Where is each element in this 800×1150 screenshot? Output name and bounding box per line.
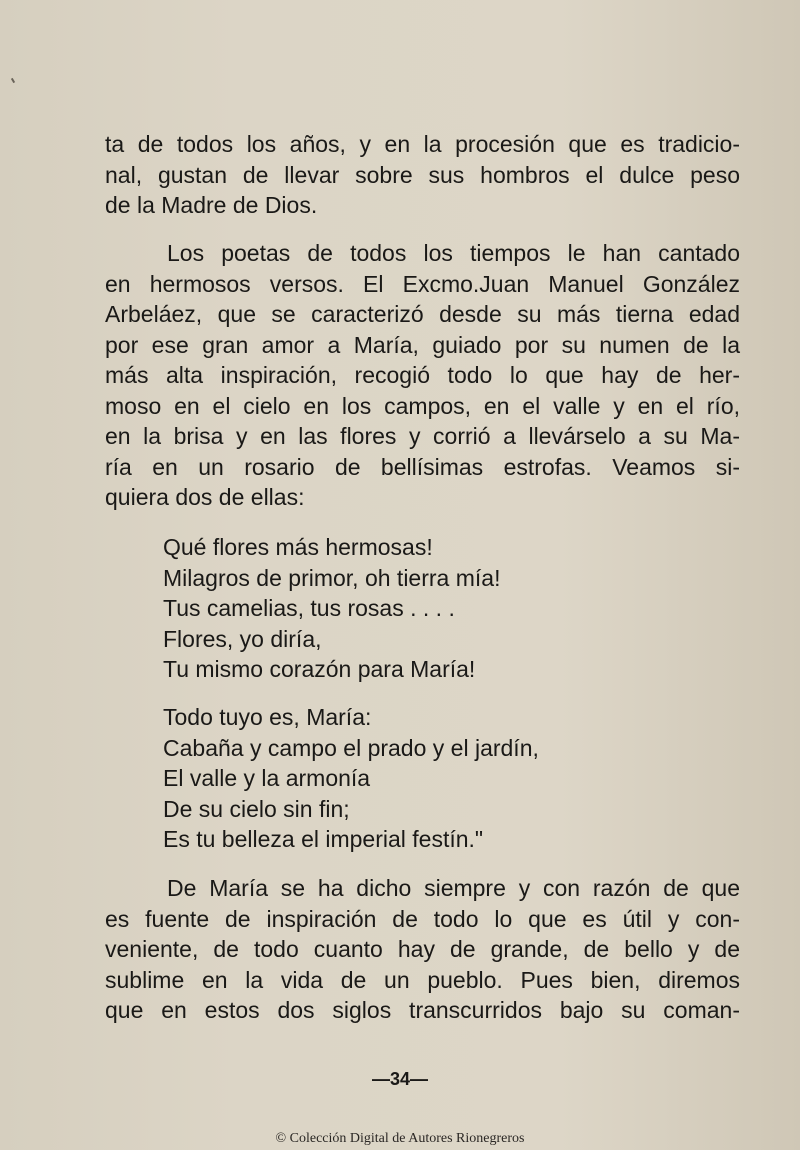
text-line: De María se ha dicho siempre y con razón de que xyxy=(167,875,740,901)
text-line: veniente, de todo cuanto hay de grande, de bello y de xyxy=(105,936,740,962)
verse-line: Tus camelias, tus rosas . . . . xyxy=(163,595,455,621)
verse-line: Cabaña y campo el prado y el jardín, xyxy=(163,734,539,761)
poem-stanza-1 xyxy=(163,532,723,685)
text-line: moso en el cielo en los campos, en el valle y en el río, xyxy=(105,392,740,419)
text-line: más alta inspiración, recogió todo lo que hay de her- xyxy=(105,362,740,388)
text-line: que en estos dos siglos transcurridos bajo su coman- xyxy=(105,997,740,1023)
text-line: ta de todos los años, y en la procesión que es tradicio- xyxy=(105,131,740,157)
paragraph-2 xyxy=(105,238,740,513)
text-line: es fuente de inspiración de todo lo que es útil y con- xyxy=(105,905,740,932)
verse-line: Todo tuyo es, María: xyxy=(163,704,372,730)
verse-line: El valle y la armonía xyxy=(163,765,371,791)
text-line: Los poetas de todos los tiempos le han cantado xyxy=(167,240,740,266)
page-number: —34— xyxy=(371,1069,429,1089)
paragraph-1 xyxy=(105,129,740,221)
verse-line: Milagros de primor, oh tierra mía! xyxy=(163,564,501,591)
text-line: Arbeláez, que se caracterizó desde su más tierna edad xyxy=(105,301,740,327)
text-line: ría en un rosario de bellísimas estrofas. Veamos si- xyxy=(105,453,740,480)
text-line: sublime en la vida de un pueblo. Pues bien, diremos xyxy=(105,966,740,993)
verse-line: Qué flores más hermosas! xyxy=(163,534,433,560)
paragraph-3 xyxy=(105,873,740,1026)
verse-line: Es tu belleza el imperial festín." xyxy=(163,826,484,852)
verse-line: Flores, yo diría, xyxy=(163,625,322,652)
footer-credit: © Colección Digital de Autores Rionegreros xyxy=(275,1131,525,1146)
paper-speck xyxy=(11,78,15,83)
verse-line: Tu mismo corazón para María! xyxy=(163,656,476,682)
text-line: nal, gustan de llevar sobre sus hombros el dulce peso xyxy=(105,161,740,188)
poem-stanza-2 xyxy=(163,702,723,855)
text-line: quiera dos de ellas: xyxy=(105,484,305,510)
text-line: de la Madre de Dios. xyxy=(105,192,318,218)
text-line: en la brisa y en las flores y corrió a llevárselo a su Ma- xyxy=(105,423,740,449)
text-line: por ese gran amor a María, guiado por su numen de la xyxy=(105,331,740,358)
text-line: en hermosos versos. El Excmo.Juan Manuel González xyxy=(105,270,740,297)
verse-line: De su cielo sin fin; xyxy=(163,795,350,822)
